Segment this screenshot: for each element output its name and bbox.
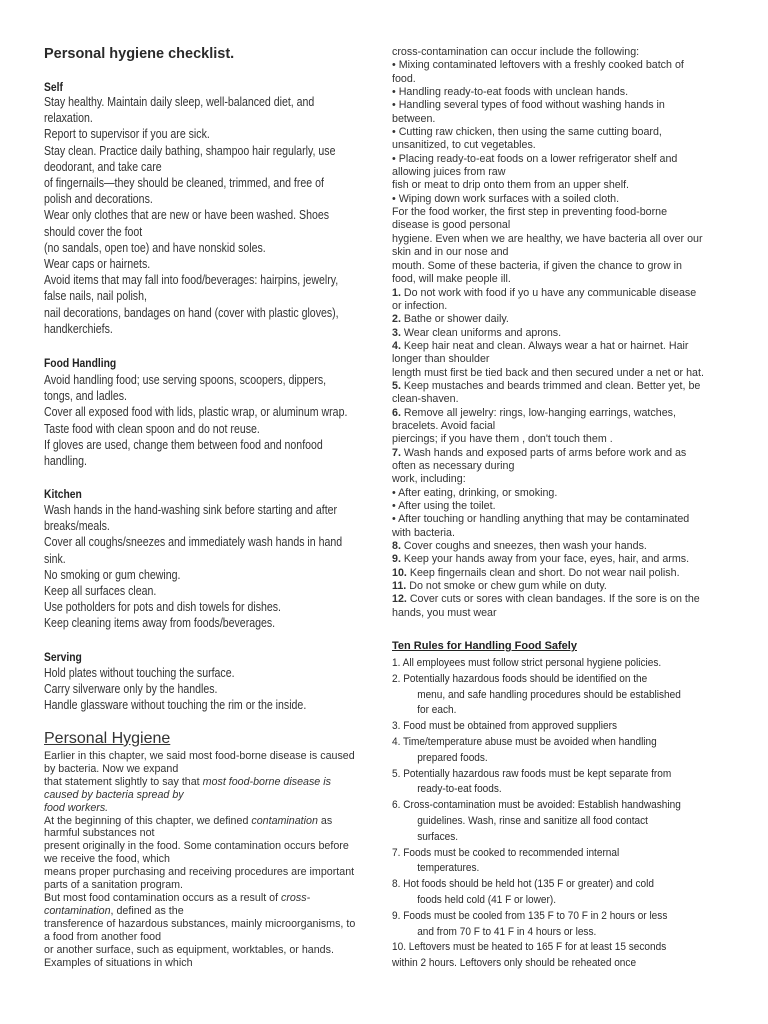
text-line: Cover all coughs/sneezes and immediately wash hands in hand xyxy=(44,535,343,550)
text-line: polish and decorations. xyxy=(44,192,153,207)
text-line: food workers. xyxy=(44,801,109,814)
text-line: • Handling ready-to-eat foods with unclean hands. xyxy=(392,86,629,99)
list-text: clean-shaven. xyxy=(392,393,459,406)
text-line: • Wiping down work surfaces with a soiled cloth. xyxy=(392,192,620,205)
rule-line: within 2 hours. Leftovers only should be reheated once xyxy=(392,957,637,970)
list-text: piercings; if you have them , don't touch them . xyxy=(392,433,613,446)
text-line: tongs, and ladles. xyxy=(44,389,127,404)
text-line: Earlier in this chapter, we said most food-borne disease is caused xyxy=(44,750,355,762)
text-line: Stay healthy. Maintain daily sleep, well-balanced diet, and xyxy=(44,95,315,109)
text-line: between. xyxy=(392,112,436,125)
text-line: Avoid handling food; use serving spoons, scoopers, dippers, xyxy=(44,373,327,387)
text-line: hygiene. Even when we are healthy, we have bacteria all over our xyxy=(392,232,703,245)
text-line: by bacteria. Now we expand xyxy=(44,762,179,775)
text-line: disease is good personal xyxy=(392,219,511,232)
text-line: a food from another food xyxy=(44,930,162,943)
list-item xyxy=(392,420,704,433)
list-item xyxy=(392,327,704,340)
rule-line: 8. Hot foods should be held hot (135 F or greater) and cold xyxy=(392,878,654,891)
text-line: Use potholders for pots and dish towels for dishes. xyxy=(44,600,281,615)
list-text: Do not work with food if yo u have any communicable disease xyxy=(400,286,697,299)
list-text: Keep your hands away from your face, eyes, hair, and arms. xyxy=(400,553,690,566)
text-line: parts of a sanitation program. xyxy=(44,879,184,892)
list-item xyxy=(392,287,704,300)
rule-line: surfaces. xyxy=(417,830,459,843)
list-item xyxy=(392,593,704,606)
list-text: • After eating, drinking, or smoking. xyxy=(392,486,558,499)
text-line: Hold plates without touching the surface. xyxy=(44,666,235,680)
text-line: food, will make people ill. xyxy=(392,272,511,285)
text-line: handkerchiefs. xyxy=(44,321,113,336)
text-line: transference of hazardous substances, mainly microorganisms, to xyxy=(44,917,356,930)
list-text: with bacteria. xyxy=(392,526,455,539)
text-line: we receive the food, which xyxy=(44,853,170,866)
list-item xyxy=(392,407,704,420)
text-line: allowing juices from raw xyxy=(392,166,506,179)
text-line: means proper purchasing and receiving procedures are important xyxy=(44,866,355,879)
rule-line: 9. Foods must be cooled from 135 F to 70 F in 2 hours or less xyxy=(392,909,668,922)
text-line: Stay clean. Practice daily bathing, shampoo hair regularly, use xyxy=(44,143,336,158)
list-item xyxy=(392,447,704,460)
text-line: (no sandals, open toe) and have nonskid soles. xyxy=(44,240,266,255)
text-line: Keep cleaning items away from foods/beverages. xyxy=(44,616,276,631)
page-title: Personal hygiene checklist. xyxy=(44,46,235,62)
text-line: Report to supervisor if you are sick. xyxy=(44,127,210,142)
section-food-handling-body xyxy=(44,372,363,469)
text-line: • Placing ready-to-eat foods on a lower refrigerator shelf and xyxy=(392,152,678,165)
text-line: contamination, defined as the xyxy=(44,904,184,917)
text-line: Handle glassware without touching the rim or the inside. xyxy=(44,698,307,713)
list-text: often as necessary during xyxy=(392,459,515,472)
rule-line: 4. Time/temperature abuse must be avoided when handling xyxy=(392,735,657,748)
text-line: nail decorations, bandages on hand (cover with plastic gloves), xyxy=(44,305,339,320)
list-number: 7. xyxy=(392,446,401,459)
list-text: Keep mustaches and beards trimmed and clean. Better yet, be xyxy=(400,379,701,392)
text-line: Wear caps or hairnets. xyxy=(44,257,151,272)
rule-line: 10. Leftovers must be heated to 165 F for at least 15 seconds xyxy=(392,941,667,954)
rule-line: and from 70 F to 41 F in 4 hours or less. xyxy=(417,925,597,938)
text-line: Keep all surfaces clean. xyxy=(44,584,157,599)
text-line: Examples of situations in which xyxy=(44,956,193,969)
rule-line: 2. Potentially hazardous foods should be identified on the xyxy=(392,672,648,685)
list-text: Do not smoke or chew gum while on duty. xyxy=(406,580,607,593)
personal-hygiene-title: Personal Hygiene xyxy=(44,730,171,747)
text-line: If gloves are used, change them between food and nonfood xyxy=(44,437,323,452)
text-line: Taste food with clean spoon and do not reuse. xyxy=(44,421,260,436)
list-number: 3. xyxy=(392,326,401,339)
text-line: should cover the foot xyxy=(44,224,143,239)
text-line: For the food worker, the first step in preventing food-borne xyxy=(392,206,668,219)
text-line: • Handling several types of food without washing hands in xyxy=(392,99,665,112)
list-text: hands, you must wear xyxy=(392,606,497,619)
rule-line: for each. xyxy=(417,704,457,717)
list-item xyxy=(392,300,704,313)
list-text: work, including: xyxy=(392,473,466,486)
text-line: or another surface, such as equipment, worktables, or hands. xyxy=(44,943,334,956)
personal-hygiene-body xyxy=(44,750,355,969)
ten-rules-heading: Ten Rules for Handling Food Safely xyxy=(392,640,577,652)
text-line: of fingernails—they should be cleaned, trimmed, and free of xyxy=(44,176,324,191)
list-text: Wear clean uniforms and aprons. xyxy=(400,326,562,339)
list-text: • After touching or handling anything that may be contaminated xyxy=(392,513,690,526)
list-item xyxy=(392,313,704,326)
list-item xyxy=(392,340,704,353)
list-item xyxy=(392,367,704,380)
list-text: Remove all jewelry: rings, low-hanging earrings, watches, xyxy=(400,406,676,419)
rule-line: prepared foods. xyxy=(417,751,488,764)
list-number: 1. xyxy=(392,286,401,299)
section-heading-serving: Serving xyxy=(44,650,82,664)
text-line: deodorant, and take care xyxy=(44,159,162,174)
text-line: unsanitized, to cut vegetables. xyxy=(392,139,536,152)
list-text: bracelets. Avoid facial xyxy=(392,419,496,432)
text-line: fish or meat to drip onto them from an upper shelf. xyxy=(392,179,630,192)
text-line: food. xyxy=(392,72,416,85)
text-line: Cover all exposed food with lids, plastic wrap, or aluminum wrap. xyxy=(44,405,348,420)
list-item xyxy=(392,527,704,540)
text-line: breaks/meals. xyxy=(44,519,110,534)
section-serving-body xyxy=(44,665,363,714)
text-line: present originally in the food. Some contamination occurs before xyxy=(44,840,349,853)
list-number: 2. xyxy=(392,313,401,326)
list-number: 10. xyxy=(392,566,407,579)
list-item xyxy=(392,433,704,446)
text-line: sink. xyxy=(44,551,66,566)
text-line: skin and in our nose and xyxy=(392,246,509,259)
hygiene-numbered-list xyxy=(392,287,704,621)
text-line: Wash hands in the hand-washing sink before starting and after xyxy=(44,503,338,517)
list-number: 4. xyxy=(392,339,401,352)
text-line: cross-contamination can occur include the following: xyxy=(392,46,640,58)
list-number: 5. xyxy=(392,379,401,392)
text-line: handling. xyxy=(44,454,87,469)
list-item xyxy=(392,353,704,366)
list-item xyxy=(392,580,704,593)
list-item xyxy=(392,487,704,500)
list-item xyxy=(392,393,704,406)
list-text: • After using the toilet. xyxy=(392,500,496,512)
list-text: or infection. xyxy=(392,299,448,312)
list-text: longer than shoulder xyxy=(392,353,490,366)
list-text: Keep hair neat and clean. Always wear a hat or hairnet. Hair xyxy=(400,339,689,352)
list-number: 11. xyxy=(392,580,407,593)
list-item xyxy=(392,607,704,620)
list-text: Bathe or shower daily. xyxy=(400,313,509,326)
list-item xyxy=(392,460,704,473)
text-line: harmful substances not xyxy=(44,827,155,840)
list-text: Cover coughs and sneezes, then wash your hands. xyxy=(400,540,647,553)
rule-line: guidelines. Wash, rinse and sanitize all food contact xyxy=(417,814,648,827)
list-item xyxy=(392,553,704,566)
text-line: Carry silverware only by the handles. xyxy=(44,682,218,697)
section-kitchen-body xyxy=(44,502,363,632)
list-number: 9. xyxy=(392,553,401,566)
list-number: 12. xyxy=(392,593,407,606)
list-text: Wash hands and exposed parts of arms before work and as xyxy=(400,446,687,459)
list-item xyxy=(392,540,704,553)
text-line: Avoid items that may fall into food/beverages: hairpins, jewelry, xyxy=(44,273,339,288)
rule-line: 5. Potentially hazardous raw foods must be kept separate from xyxy=(392,767,672,780)
section-heading-self: Self xyxy=(44,80,63,94)
rule-line: 1. All employees must follow strict personal hygiene policies. xyxy=(392,657,662,669)
list-item xyxy=(392,380,704,393)
text-line: • Mixing contaminated leftovers with a freshly cooked batch of xyxy=(392,59,684,72)
text-line: But most food contamination occurs as a result of cross- xyxy=(44,891,311,904)
rule-line: temperatures. xyxy=(417,862,480,875)
list-item xyxy=(392,473,704,486)
list-item xyxy=(392,500,704,513)
text-line: caused by bacteria spread by xyxy=(44,788,184,801)
section-heading-kitchen: Kitchen xyxy=(44,487,82,501)
section-self-body xyxy=(44,94,363,337)
list-item xyxy=(392,567,704,580)
rule-line: 7. Foods must be cooked to recommended internal xyxy=(392,846,620,859)
rule-line: 3. Food must be obtained from approved suppliers xyxy=(392,720,617,733)
text-line: relaxation. xyxy=(44,111,93,126)
text-line: • Cutting raw chicken, then using the same cutting board, xyxy=(392,126,662,139)
ten-rules-list xyxy=(392,656,752,972)
list-text: Keep fingernails clean and short. Do not wear nail polish. xyxy=(406,566,680,579)
cross-contamination-body xyxy=(392,46,703,286)
list-item xyxy=(392,513,704,526)
text-line: No smoking or gum chewing. xyxy=(44,567,181,582)
text-line: At the beginning of this chapter, we defined contamination as xyxy=(44,814,333,827)
text-line: Wear only clothes that are new or have been washed. Shoes xyxy=(44,208,330,223)
text-line: false nails, nail polish, xyxy=(44,289,147,304)
text-line: mouth. Some of these bacteria, if given the chance to grow in xyxy=(392,259,682,272)
text-line: that statement slightly to say that most food-borne disease is xyxy=(44,775,331,788)
section-heading-food-handling: Food Handling xyxy=(44,356,117,370)
rule-line: foods held cold (41 F or lower). xyxy=(417,893,556,906)
list-number: 8. xyxy=(392,540,401,553)
list-number: 6. xyxy=(392,406,401,419)
list-text: length must first be tied back and then secured under a net or hat. xyxy=(392,366,704,379)
rule-line: menu, and safe handling procedures should be established xyxy=(417,688,681,701)
rule-line: ready-to-eat foods. xyxy=(417,783,502,796)
list-text: Cover cuts or sores with clean bandages. If the sore is on the xyxy=(406,593,700,606)
rule-line: 6. Cross-contamination must be avoided: Establish handwashing xyxy=(392,799,681,812)
